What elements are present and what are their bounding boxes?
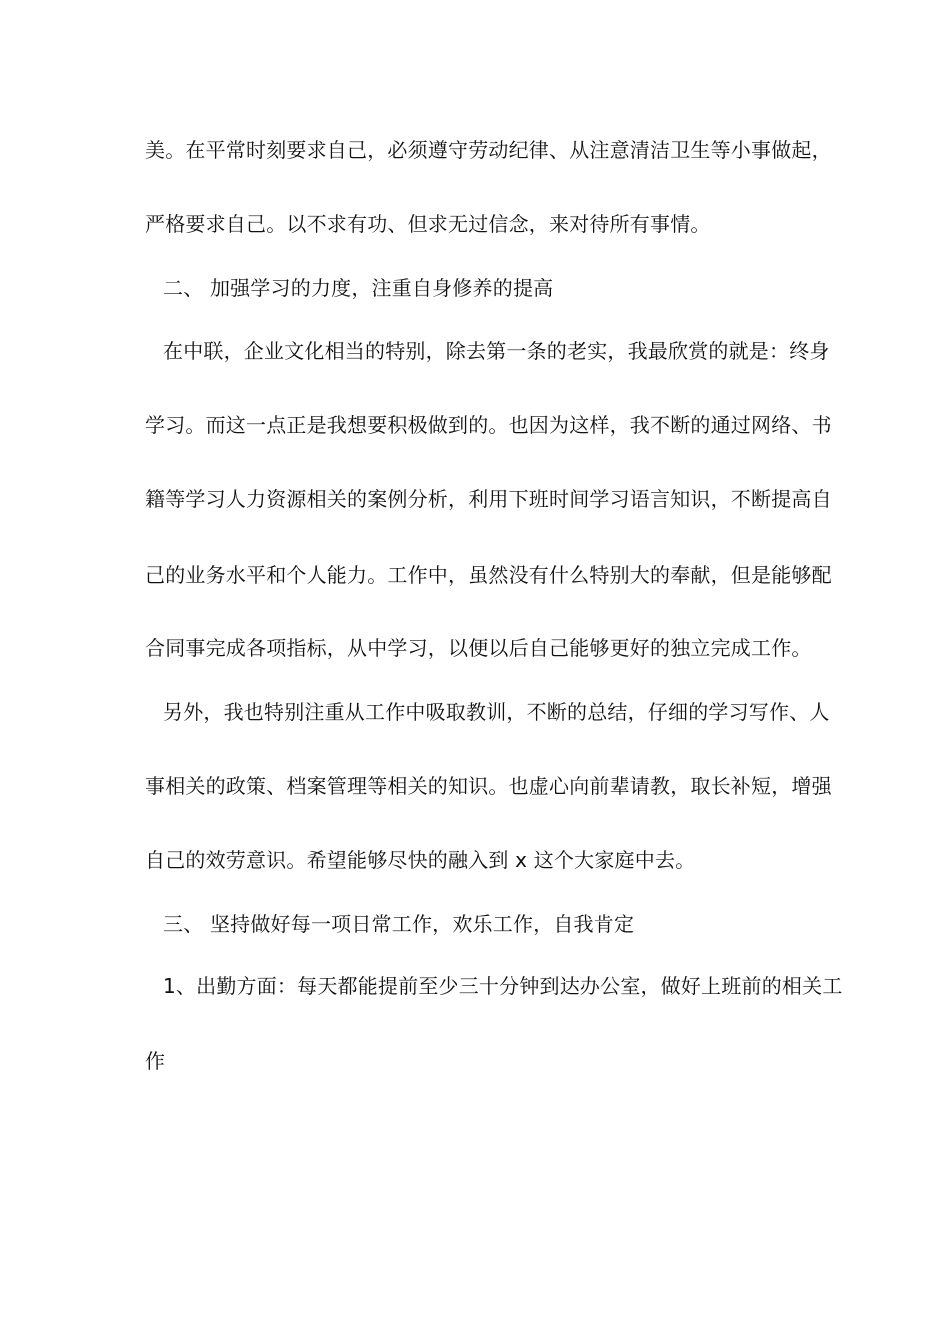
paragraph-line: 严格要求自己。以不求有功、但求无过信念，来对待所有事情。 [145, 212, 711, 236]
paragraph-line: 在中联，企业文化相当的特别，除去第一条的老实，我最欣赏的就是：终身 [163, 339, 830, 363]
paragraph-line: 美。在平常时刻要求自己，必须遵守劳动纪律、从注意清洁卫生等小事做起， [145, 138, 832, 162]
paragraph-line: 学习。而这一点正是我想要积极做到的。也因为这样，我不断的通过网络、书 [145, 413, 832, 437]
paragraph-line: 自己的效劳意识。希望能够尽快的融入到 x 这个大家庭中去。 [145, 848, 696, 872]
paragraph-line: 己的业务水平和个人能力。工作中，虽然没有什么特别大的奉献，但是能够配 [145, 563, 832, 587]
section-heading: 二、 加强学习的力度，注重自身修养的提高 [163, 276, 554, 300]
paragraph-line: 另外，我也特别注重从工作中吸取教训，不断的总结，仔细的学习写作、人 [163, 700, 830, 724]
paragraph-line: 事相关的政策、档案管理等相关的知识。也虚心向前辈请教，取长补短，增强 [145, 774, 832, 798]
paragraph-line: 籍等学习人力资源相关的案例分析，利用下班时间学习语言知识，不断提高自 [145, 487, 832, 511]
section-heading: 三、 坚持做好每一项日常工作，欢乐工作，自我肯定 [163, 912, 635, 936]
paragraph-line: 合同事完成各项指标，从中学习，以便以后自己能够更好的独立完成工作。 [145, 636, 812, 660]
paragraph-line: 作 [145, 1049, 166, 1073]
paragraph-line: 1、出勤方面：每天都能提前至少三十分钟到达办公室，做好上班前的相关工 [163, 974, 843, 998]
